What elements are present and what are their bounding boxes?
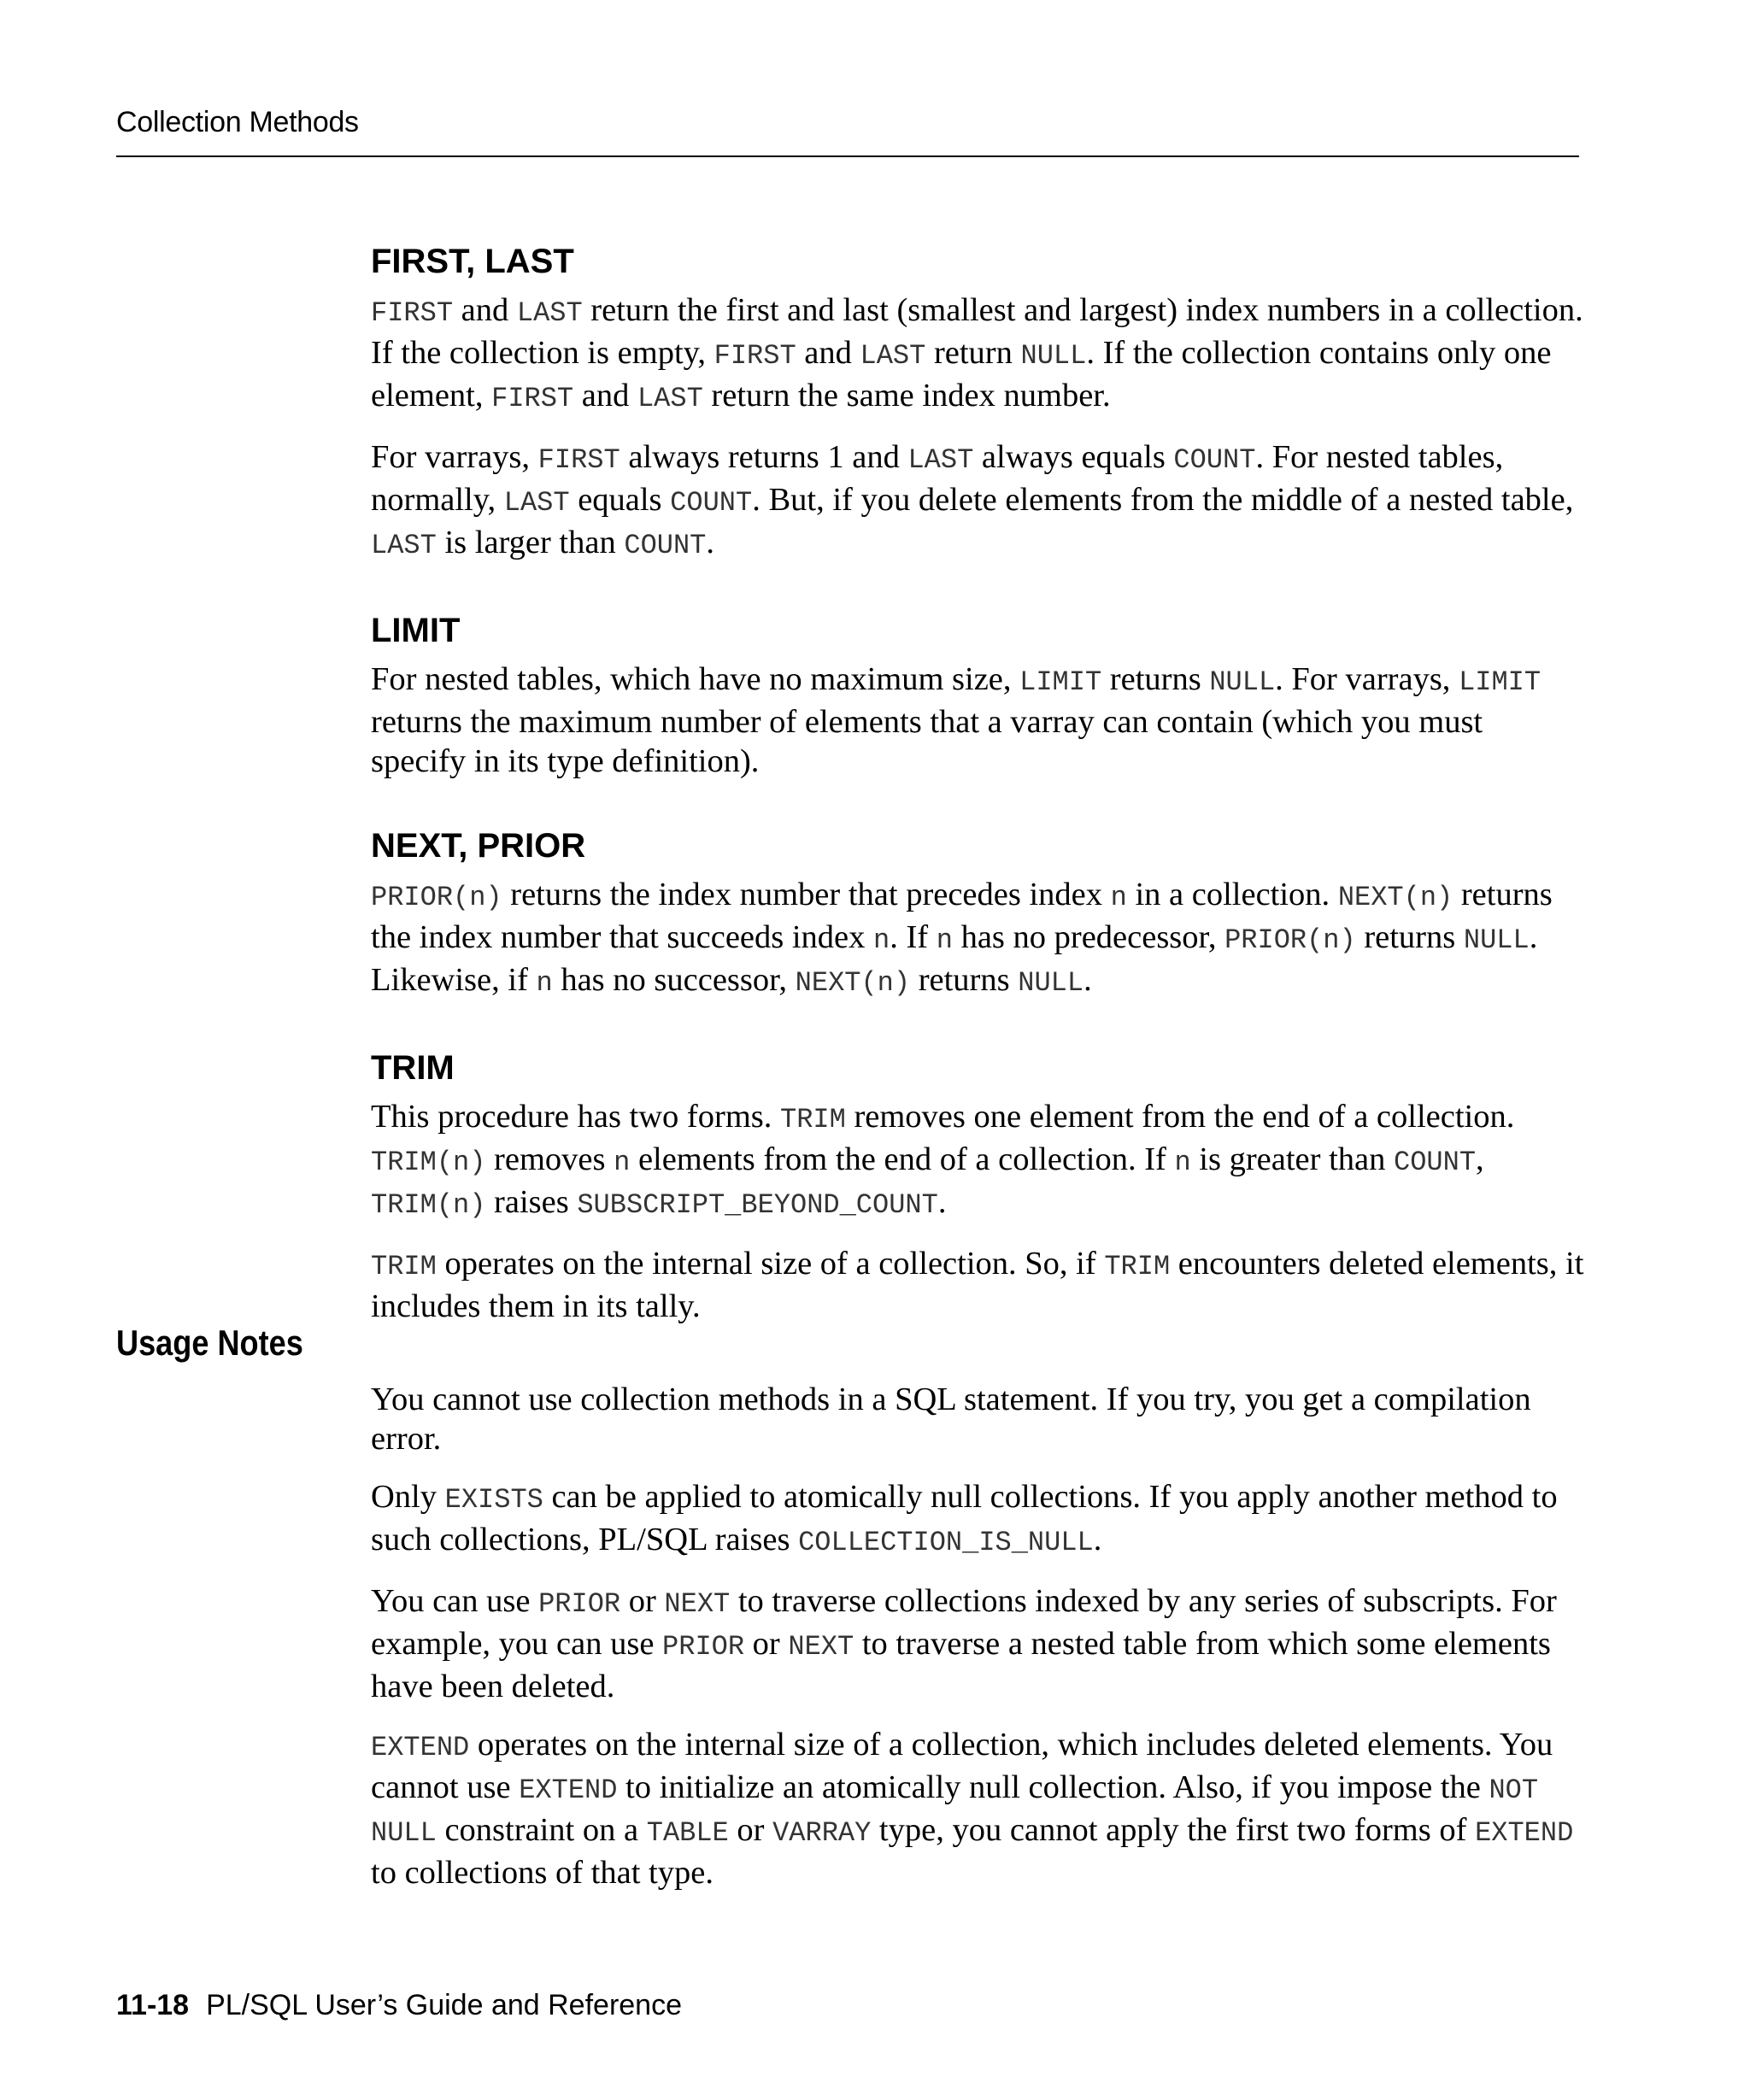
code-term: LAST: [516, 297, 583, 329]
page-footer: [116, 1989, 682, 2022]
body-paragraph: [371, 660, 1584, 781]
code-term: LIMIT: [1459, 666, 1542, 698]
code-term: EXTEND: [371, 1732, 470, 1763]
text-run: .: [937, 1184, 947, 1220]
text-run: ,: [1476, 1141, 1484, 1177]
text-run: and: [796, 335, 860, 371]
text-run: . For varrays,: [1275, 661, 1459, 697]
code-term: TRIM: [371, 1251, 437, 1282]
text-run: removes: [485, 1141, 614, 1177]
text-run: . For nested tables, normally,: [371, 439, 1504, 518]
code-term: NULL: [1020, 340, 1087, 372]
code-term: SUBSCRIPT_BEYOND_COUNT: [577, 1189, 938, 1221]
header-rule: [116, 155, 1579, 157]
body-paragraph: [371, 1380, 1584, 1458]
text-run: always equals: [973, 439, 1174, 475]
text-run: returns the index number that precedes index: [502, 877, 1111, 912]
page-number: 11-18: [116, 1989, 190, 2021]
text-run: returns: [1101, 661, 1210, 697]
text-run: . But, if you delete elements from the middle of a nested table,: [752, 482, 1574, 518]
code-term: LAST: [907, 444, 974, 476]
text-run: . Likewise, if: [371, 919, 1538, 998]
code-term: PRIOR(n): [371, 882, 502, 913]
text-run: You can use: [371, 1583, 539, 1619]
running-header: Collection Methods: [116, 106, 359, 138]
text-run: is greater than: [1190, 1141, 1394, 1177]
code-term: FIRST: [537, 444, 620, 476]
method-section: [371, 241, 1584, 566]
code-term: PRIOR: [538, 1588, 621, 1620]
usage-notes-heading: Usage Notes: [116, 1323, 303, 1363]
code-term: n: [1174, 1147, 1191, 1178]
code-term: LAST: [637, 383, 703, 414]
section-heading: TRIM: [371, 1049, 455, 1087]
code-term: n: [873, 924, 890, 956]
code-term: COLLECTION_IS_NULL: [798, 1527, 1094, 1558]
body-paragraph: [371, 437, 1584, 566]
text-run: has no successor,: [552, 962, 796, 998]
body-paragraph: [371, 875, 1584, 1003]
text-run: to collections of that type.: [371, 1855, 714, 1891]
section-heading: LIMIT: [371, 612, 461, 649]
text-run: in a collection.: [1126, 877, 1338, 912]
text-run: .: [706, 525, 714, 560]
book-title: PL/SQL User’s Guide and Reference: [206, 1989, 682, 2021]
method-section: [371, 610, 1584, 781]
text-run: equals: [569, 482, 671, 518]
code-term: FIRST: [714, 340, 796, 372]
text-run: has no predecessor,: [952, 919, 1225, 955]
code-term: TABLE: [646, 1817, 729, 1849]
section-heading: NEXT, PRIOR: [371, 827, 586, 865]
text-run: elements from the end of a collection. If: [630, 1141, 1175, 1177]
code-term: PRIOR: [662, 1631, 745, 1663]
code-term: TRIM: [1104, 1251, 1171, 1282]
text-run: and: [573, 378, 637, 414]
body-paragraph: [371, 1244, 1584, 1326]
text-run: removes one element from the end of a collection.: [845, 1099, 1515, 1135]
text-run: For varrays,: [371, 439, 538, 475]
text-run: . If: [890, 919, 937, 955]
code-term: EXTEND: [519, 1774, 618, 1806]
code-term: EXTEND: [1475, 1817, 1574, 1849]
method-section: [371, 1047, 1584, 1326]
body-paragraph: [371, 1725, 1584, 1892]
text-run: always returns 1 and: [620, 439, 908, 475]
text-run: .: [1083, 962, 1092, 998]
text-run: is larger than: [436, 525, 625, 560]
method-descriptions: [371, 241, 1584, 1345]
code-term: COUNT: [1394, 1147, 1477, 1178]
code-term: EXISTS: [444, 1484, 543, 1516]
text-run: returns: [1355, 919, 1464, 955]
code-term: VARRAY: [772, 1817, 872, 1849]
text-run: returns: [910, 962, 1019, 998]
code-term: LIMIT: [1019, 666, 1102, 698]
code-term: LAST: [371, 530, 437, 561]
text-run: . If the collection contains only one element,: [371, 335, 1552, 414]
text-run: encounters deleted elements, it includes them in its tally.: [371, 1246, 1584, 1324]
text-run: return the first and last (smallest and largest) index numbers in a collection. If the collection is empty,: [371, 292, 1583, 371]
code-term: NEXT: [788, 1631, 854, 1663]
code-term: NOT NULL: [371, 1774, 1539, 1849]
body-paragraph: [371, 1581, 1584, 1706]
text-run: constraint on a: [436, 1812, 647, 1848]
code-term: n: [936, 924, 953, 956]
code-term: TRIM(n): [371, 1147, 486, 1178]
text-run: You cannot use collection methods in a SQL statement. If you try, you get a compilation error.: [371, 1381, 1531, 1457]
text-run: return the same index number.: [702, 378, 1111, 414]
body-paragraph: [371, 290, 1584, 419]
code-term: TRIM(n): [371, 1189, 486, 1221]
text-run: or: [744, 1626, 789, 1662]
text-run: or: [620, 1583, 665, 1619]
body-paragraph: [371, 1097, 1584, 1225]
method-section: [371, 825, 1584, 1003]
text-run: raises: [485, 1184, 578, 1220]
code-term: n: [536, 967, 553, 999]
section-heading: FIRST, LAST: [371, 243, 574, 280]
code-term: NULL: [1463, 924, 1530, 956]
code-term: LAST: [503, 487, 570, 519]
text-run: type, you cannot apply the first two forms of: [871, 1812, 1476, 1848]
code-term: NEXT: [664, 1588, 731, 1620]
code-term: COUNT: [624, 530, 707, 561]
text-run: returns the index number that succeeds index: [371, 877, 1553, 955]
code-term: PRIOR(n): [1224, 924, 1356, 956]
code-term: FIRST: [371, 297, 454, 329]
text-run: .: [1093, 1522, 1102, 1557]
code-term: NULL: [1209, 666, 1276, 698]
text-run: Only: [371, 1479, 445, 1515]
text-run: operates on the internal size of a collection, which includes deleted elements. You cannot use: [371, 1727, 1553, 1805]
text-run: returns the maximum number of elements that a varray can contain (which you must specify in its type definition).: [371, 704, 1483, 779]
usage-notes-body: [371, 1380, 1584, 1911]
text-run: to traverse collections indexed by any series of subscripts. For example, you can use: [371, 1583, 1557, 1662]
text-run: or: [728, 1812, 773, 1848]
text-run: return: [925, 335, 1021, 371]
code-term: NEXT(n): [795, 967, 911, 999]
code-term: COUNT: [670, 487, 753, 519]
code-term: n: [614, 1147, 631, 1178]
body-paragraph: [371, 1477, 1584, 1563]
text-run: to traverse a nested table from which some elements have been deleted.: [371, 1626, 1551, 1704]
code-term: NULL: [1018, 967, 1084, 999]
code-term: TRIM: [780, 1104, 846, 1135]
code-term: FIRST: [491, 383, 574, 414]
text-run: can be applied to atomically null collections. If you apply another method to such collections, PL/SQL raises: [371, 1479, 1558, 1557]
text-run: operates on the internal size of a collection. So, if: [436, 1246, 1105, 1282]
code-term: n: [1110, 882, 1127, 913]
text-run: and: [453, 292, 517, 328]
code-term: LAST: [860, 340, 926, 372]
code-term: COUNT: [1173, 444, 1256, 476]
text-run: This procedure has two forms.: [371, 1099, 780, 1135]
text-run: to initialize an atomically null collection. Also, if you impose the: [617, 1769, 1489, 1805]
text-run: For nested tables, which have no maximum size,: [371, 661, 1020, 697]
code-term: NEXT(n): [1337, 882, 1453, 913]
